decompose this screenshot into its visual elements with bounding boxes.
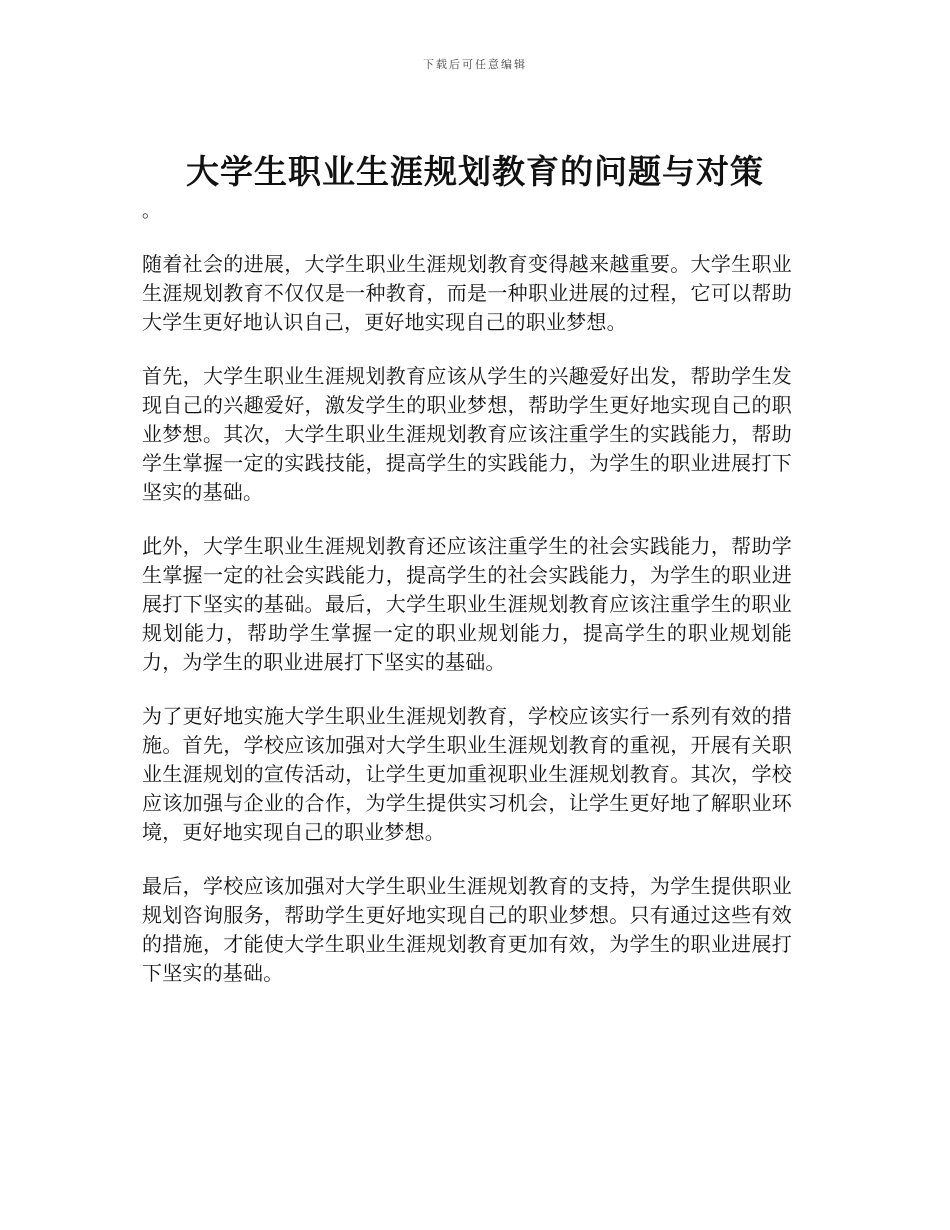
paragraph-5: 最后，学校应该加强对大学生职业生涯规划教育的支持，为学生提供职业规划咨询服务，帮助学生更好地实现自己的职业梦想。只有通过这些有效的措施，才能使大学生职业生涯规划教育更加有效，为学生的职业进展打下坚实的基础。 bbox=[142, 874, 792, 985]
paragraph-3: 此外，大学生职业生涯规划教育还应该注重学生的社会实践能力，帮助学生掌握一定的社会实践能力，提高学生的社会实践能力，为学生的职业进展打下坚实的基础。最后，大学生职业生涯规划教育应该注重学生的职业规划能力，帮助学生掌握一定的职业规划能力，提高学生的职业规划能力，为学生的职业进展打下坚实的基础。 bbox=[142, 534, 792, 674]
document-body bbox=[142, 250, 792, 1013]
paragraph-4: 为了更好地实施大学生职业生涯规划教育，学校应该实行一系列有效的措施。首先，学校应该加强对大学生职业生涯规划教育的重视，开展有关职业生涯规划的宣传活动，让学生更加重视职业生涯规划教育。其次，学校应该加强与企业的合作，为学生提供实习机会，让学生更好地了解职业环境，更好地实现自己的职业梦想。 bbox=[142, 704, 792, 844]
page-header-note: 下载后可任意编辑 bbox=[423, 58, 527, 71]
title-punctuation-mark: 。 bbox=[142, 201, 160, 222]
document-title: 大学生职业生涯规划教育的问题与对策 bbox=[186, 152, 764, 191]
paragraph-1: 随着社会的进展，大学生职业生涯规划教育变得越来越重要。大学生职业生涯规划教育不仅仅是一种教育，而是一种职业进展的过程，它可以帮助大学生更好地认识自己，更好地实现自己的职业梦想。 bbox=[142, 252, 792, 334]
paragraph-2: 首先，大学生职业生涯规划教育应该从学生的兴趣爱好出发，帮助学生发现自己的兴趣爱好，激发学生的职业梦想，帮助学生更好地实现自己的职业梦想。其次，大学生职业生涯规划教育应该注重学生的实践能力，帮助学生掌握一定的实践技能，提高学生的实践能力，为学生的职业进展打下坚实的基础。 bbox=[142, 364, 792, 504]
